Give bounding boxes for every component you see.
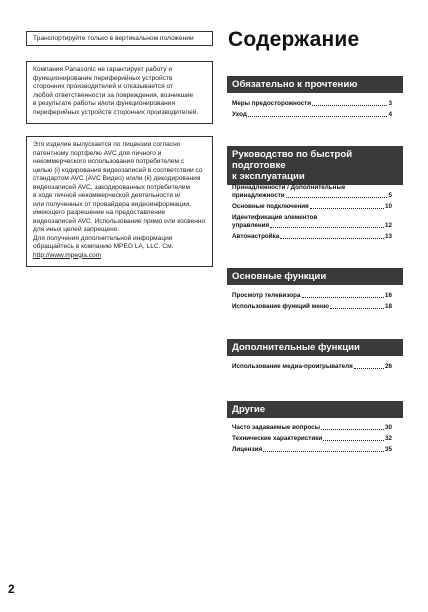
leader-dots (323, 440, 384, 441)
toc-section-other (232, 424, 392, 457)
leader-dots (263, 451, 384, 452)
toc-entry-page: 13 (384, 233, 392, 240)
disclaimer-line: периферийных устройств сторонних производителей. (33, 108, 199, 116)
toc-entry-page: 30 (384, 424, 392, 431)
toc-entry-title: Использование функций меню (232, 303, 330, 310)
section-heading-text: Обязательно к прочтению (232, 79, 358, 90)
toc-entry-title: Меры предосторожности (232, 100, 312, 107)
toc-entry-page: 3 (388, 100, 392, 107)
toc-entry-auto-setup[interactable] (232, 233, 392, 241)
license-line: в ходе личной некоммерческой деятельности и/ (33, 192, 181, 199)
license-line: или полученных от провайдера видеоинформации, (33, 200, 191, 208)
disclaimer-line: любой ответственности за повреждения, возникшие (33, 91, 194, 99)
toc-entry-title: Лицензия (232, 446, 263, 453)
toc-entry-title: Уход (232, 111, 247, 118)
toc-entry-title: Автонастройка (232, 233, 280, 240)
leader-dots (280, 238, 384, 239)
toc-entry-title: Использование медиа-проигрывателя (232, 363, 353, 370)
leader-dots (248, 116, 388, 117)
toc-entry-menu-functions[interactable] (232, 303, 392, 311)
toc-entry-title: Часто задаваемые вопросы (232, 424, 320, 431)
toc-entry-specs[interactable] (232, 435, 392, 443)
toc-entry-media-player[interactable] (232, 363, 392, 371)
section-heading-text: Другие (232, 404, 266, 415)
toc-entry-safety[interactable] (232, 100, 392, 108)
leader-dots (310, 208, 384, 209)
toc-entry-title: Идентификация элементов (232, 214, 318, 221)
disclaimer-notice (26, 61, 213, 124)
leader-dots (312, 105, 387, 106)
toc-entry-title-cont: принадлежности (232, 192, 285, 199)
license-line: Это изделие выпускается по лицензии согласно (33, 141, 181, 148)
license-line: для иных целей запрещено. (33, 226, 120, 233)
toc-entry-care[interactable] (232, 111, 392, 119)
toc-entry-page: 4 (388, 111, 392, 118)
section-heading-text: Дополнительные функции (232, 342, 360, 353)
disclaimer-line: сторонних производителей и отказывается от (33, 83, 174, 90)
toc-entry-title: Основные подключения (232, 203, 309, 210)
toc-entry-license[interactable] (232, 446, 392, 454)
section-heading-text: Основные функции (232, 271, 327, 282)
leader-dots (270, 227, 384, 228)
license-line: обращайтесь в компанию MPEG LA, LLC. См. (33, 243, 174, 250)
toc-entry-connections[interactable] (232, 203, 392, 211)
license-line: некоммерческого использования потребителем с (33, 158, 185, 165)
toc-section-advanced (232, 363, 392, 374)
license-line: патентному портфелю AVC для личного и (33, 149, 162, 157)
license-line: целью (i) кодирования видеозаписей в соответствии со (33, 166, 203, 174)
license-line: имеющего разрешение на предоставление (33, 209, 166, 216)
mpegla-link[interactable]: http://www.mpegla.com (33, 251, 102, 259)
toc-entry-page: 12 (384, 222, 392, 229)
toc-entry-title: Принадлежности / Дополнительные (232, 184, 346, 191)
transport-notice (26, 31, 213, 46)
toc-entry-watching-tv[interactable] (232, 292, 392, 300)
license-line: видеозаписей AVC. Использование прямо или косвенно (33, 217, 206, 225)
toc-entry-controls[interactable] (232, 214, 392, 230)
leader-dots (354, 368, 384, 369)
avc-license-notice (26, 136, 213, 267)
toc-entry-page: 32 (384, 435, 392, 442)
toc-entry-page: 35 (384, 446, 392, 453)
transport-notice-text: Транспортируйте только в вертикальном положении (33, 35, 194, 42)
toc-entry-title-cont: управления (232, 222, 270, 229)
section-heading-line: к эксплуатации (232, 171, 305, 182)
toc-section-quick-start (232, 184, 392, 244)
disclaimer-line: Компания Panasonic не гарантирует работу и (33, 66, 173, 73)
toc-entry-faq[interactable] (232, 424, 392, 432)
toc-entry-page: 10 (384, 203, 392, 210)
toc-entry-page: 16 (384, 292, 392, 299)
section-heading-must-read (227, 76, 403, 93)
leader-dots (286, 197, 388, 198)
section-heading-basic (227, 268, 403, 285)
toc-entry-page: 18 (384, 303, 392, 310)
leader-dots (302, 297, 384, 298)
section-heading-other (227, 401, 403, 418)
toc-section-basic (232, 292, 392, 314)
disclaimer-line: в результате работы и/или функционирования (33, 100, 176, 107)
leader-dots (330, 308, 384, 309)
toc-entry-title: Просмотр телевизора (232, 292, 301, 299)
toc-entry-accessories[interactable] (232, 184, 392, 200)
section-heading-quick-start (227, 146, 403, 185)
license-line: Для получения дополнительной информации (33, 234, 173, 242)
leader-dots (321, 429, 384, 430)
license-line: стандартом AVC (AVC Видео) и/или (ii) декодирования (33, 175, 201, 182)
section-heading-line: Руководство по быстрой подготовке (232, 149, 353, 171)
toc-entry-title: Технические характеристики (232, 435, 323, 442)
toc-entry-page: 5 (388, 192, 392, 199)
page-number: 2 (8, 582, 15, 596)
toc-section-must-read (232, 100, 392, 122)
disclaimer-line: функционирование периферийных устройств (33, 74, 173, 82)
license-line: видеозаписей AVC, закодированных потребителем (33, 183, 191, 191)
section-heading-advanced (227, 339, 403, 356)
page-title: Содержание (228, 28, 360, 51)
toc-entry-page: 26 (384, 363, 392, 370)
